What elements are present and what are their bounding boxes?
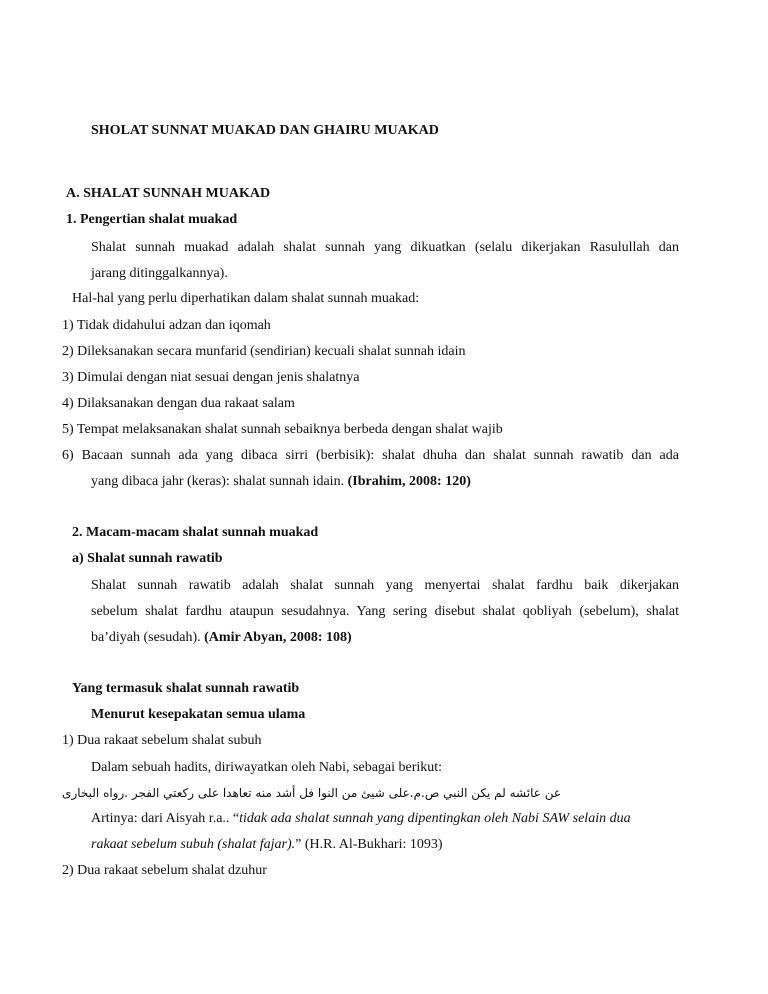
- artinya-prefix: Artinya: dari Aisyah r.a.. “: [91, 811, 240, 826]
- note-item: 3) Dimulai dengan niat sesuai dengan jenis shalatnya: [62, 370, 360, 385]
- note-item: 1) Tidak didahului adzan dan iqomah: [62, 318, 271, 333]
- artinya-italic-1: tidak ada shalat sunnah yang dipentingkan oleh Nabi SAW selain dua: [239, 811, 631, 826]
- subsection-1-heading: 1. Pengertian shalat muakad: [66, 212, 238, 227]
- note-6-continuation: [91, 473, 471, 491]
- note-item: 2) Dileksanakan secara munfarid (sendirian) kecuali shalat sunnah idain: [62, 344, 466, 359]
- document-title: SHOLAT SUNNAT MUAKAD DAN GHAIRU MUAKAD: [91, 123, 439, 138]
- note-item: 5) Tempat melaksanakan shalat sunnah sebaiknya berbeda dengan shalat wajib: [62, 422, 503, 437]
- definition-line-2: jarang ditinggalkannya).: [91, 266, 228, 281]
- artinya-suffix: ” (H.R. Al-Bukhari: 1093): [295, 837, 443, 852]
- note-item: 6) Bacaan sunnah ada yang dibaca sirri (berbisik): shalat dhuha dan shalat sunnah rawatib dan ada: [62, 448, 679, 463]
- rawatib-heading: a) Shalat sunnah rawatib: [72, 551, 223, 566]
- rawatib-item-2: 2) Dua rakaat sebelum shalat dzuhur: [62, 863, 267, 878]
- rawatib-line-3: [91, 629, 352, 647]
- ulama-subheading: Menurut kesepakatan semua ulama: [91, 707, 306, 722]
- note-item: 4) Dilaksanakan dengan dua rakaat salam: [62, 396, 295, 411]
- citation-amir-abyan: (Amir Abyan, 2008: 108): [204, 630, 352, 645]
- section-a-heading: A. SHALAT SUNNAH MUAKAD: [66, 186, 271, 201]
- arabic-hadith: عن عائشه لم يكن النبي ص.م.على شيئ من النوا فل أشد منه تعاهدا على ركعتي الفجر .رواه البخارى: [62, 786, 561, 800]
- artinya-italic-2: rakaat sebelum subuh (shalat fajar).: [91, 837, 296, 852]
- rawatib-list-heading: Yang termasuk shalat sunnah rawatib: [72, 681, 300, 696]
- rawatib-line-3-text: ba’diyah (sesudah).: [91, 630, 201, 645]
- rawatib-item-1: 1) Dua rakaat sebelum shalat subuh: [62, 733, 262, 748]
- definition-line-1: Shalat sunnah muakad adalah shalat sunnah yang dikuatkan (selalu dikerjakan Rasulullah dan: [91, 240, 679, 255]
- rawatib-line-2: sebelum shalat fardhu ataupun sesudahnya. Yang sering disebut shalat qobliyah (sebelum), shalat: [91, 604, 679, 619]
- notes-intro: Hal-hal yang perlu diperhatikan dalam shalat sunnah muakad:: [72, 291, 420, 306]
- subsection-2-heading: 2. Macam-macam shalat sunnah muakad: [72, 525, 319, 540]
- artinya-line-1: [91, 810, 631, 828]
- artinya-line-2: [91, 836, 443, 854]
- rawatib-line-1: Shalat sunnah rawatib adalah shalat sunnah yang menyertai shalat fardhu baik dikerjakan: [91, 578, 679, 593]
- hadith-intro: Dalam sebuah hadits, diriwayatkan oleh Nabi, sebagai berikut:: [91, 760, 443, 775]
- note-6-text: yang dibaca jahr (keras): shalat sunnah idain.: [91, 474, 345, 489]
- citation-ibrahim: (Ibrahim, 2008: 120): [347, 474, 471, 489]
